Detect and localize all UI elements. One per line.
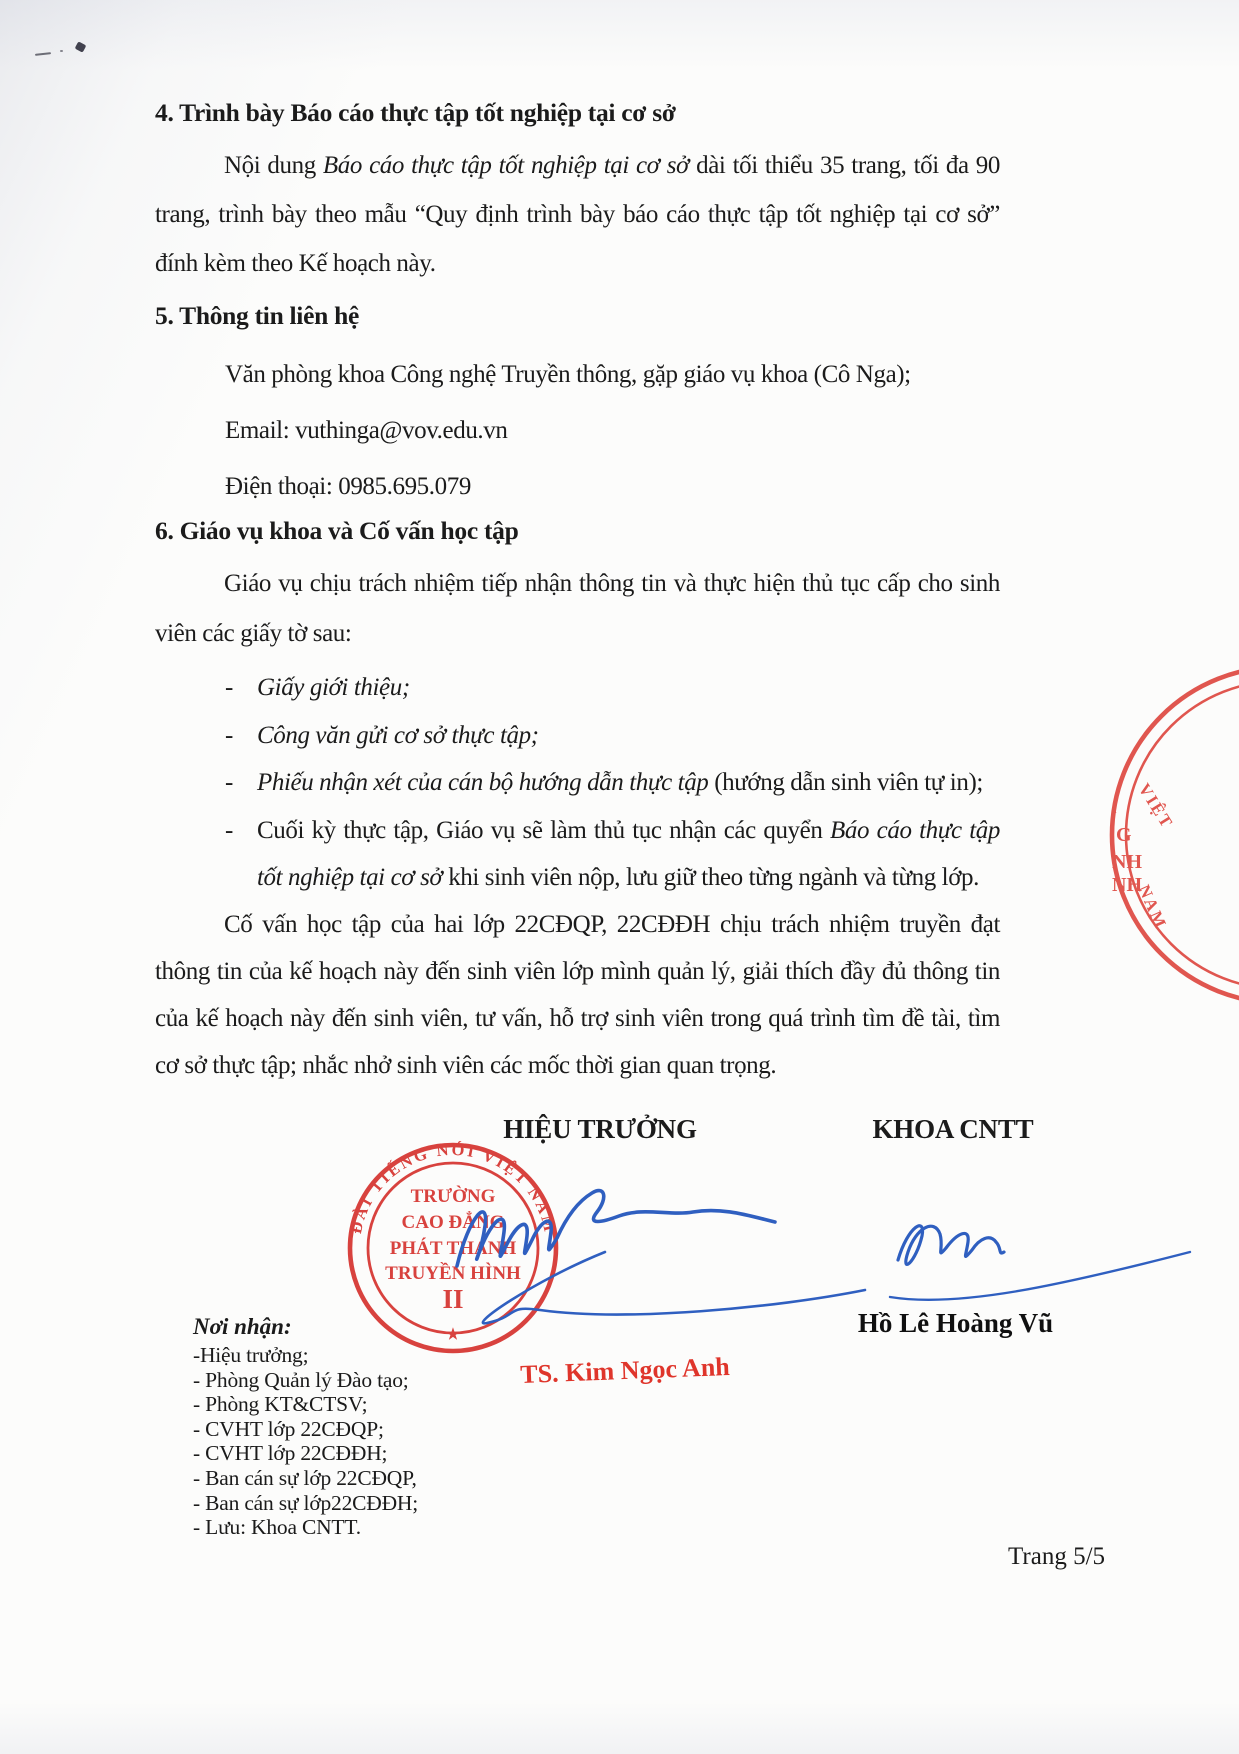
faculty-signature	[878, 1208, 1200, 1303]
edge-stamp-word-top: VIỆT	[1134, 780, 1177, 833]
recipient-item: - Phòng Quản lý Đào tạo;	[193, 1367, 409, 1392]
ink-speck	[35, 52, 51, 56]
page-number: Trang 5/5	[1008, 1543, 1106, 1570]
bullet-list	[155, 664, 1000, 902]
list-item-text: Phiếu nhận xét của cán bộ hướng dẫn thực tập	[257, 769, 709, 796]
stamp-center-line: PHÁT THANH	[389, 1238, 517, 1259]
list-item	[155, 759, 1000, 807]
bullet-dash: -	[225, 721, 233, 749]
recipient-item: - Ban cán sự lớp 22CĐQP,	[193, 1465, 417, 1490]
list-item-text: khi sinh viên nộp, lưu giữ theo từng ngành và từng lớp.	[442, 864, 979, 891]
recipients-block	[193, 1314, 523, 1540]
stamp-center-line: TRƯỜNG	[410, 1186, 496, 1207]
recipients-heading: Nơi nhận:	[193, 1314, 292, 1339]
recipient-item: -Hiệu trưởng;	[193, 1343, 309, 1367]
recipient-item: - Lưu: Khoa CNTT.	[193, 1515, 361, 1540]
signature-title-principal: HIỆU TRƯỞNG	[503, 1114, 697, 1144]
bullet-dash: -	[225, 816, 233, 844]
recipient-item: - Ban cán sự lớp22CĐĐH;	[193, 1490, 419, 1515]
bullet-dash: -	[225, 674, 233, 701]
contact-line-office: Văn phòng khoa Công nghệ Truyền thông, gặp giáo vụ khoa (Cô Nga);	[225, 361, 911, 388]
contact-line-phone: Điện thoại: 0985.695.079	[225, 473, 471, 500]
stamp-center-line: II	[442, 1284, 464, 1314]
list-item	[155, 712, 1000, 760]
contact-line-email: Email: vuthinga@vov.edu.vn	[225, 417, 508, 444]
signer-name-principal: TS. Kim Ngọc Anh	[519, 1351, 731, 1390]
recipient-item: - CVHT lớp 22CĐĐH;	[193, 1441, 388, 1466]
para-text: Nội dung	[224, 152, 323, 179]
stamp-ring-text: ĐÀI TIẾNG NÓI VIỆT NAM	[346, 1139, 561, 1236]
ink-speck	[75, 41, 87, 52]
list-item-text: Báo cáo thực tập tốt nghiệp tại cơ sở	[257, 816, 1000, 891]
section5-heading: 5. Thông tin liên hệ	[155, 301, 359, 330]
stamp-star-icon: ★	[446, 1327, 460, 1343]
edge-stamp-word-bottom: NAM	[1134, 881, 1171, 933]
edge-stamp-fragment: NH	[1112, 851, 1142, 873]
signer-name-faculty: Hồ Lê Hoàng Vũ	[857, 1308, 1054, 1338]
list-item-text: Công văn gửi cơ sở thực tập;	[257, 721, 539, 749]
signature-title-faculty: KHOA CNTT	[872, 1114, 1034, 1144]
bullet-dash: -	[225, 769, 233, 796]
list-item	[155, 807, 1000, 902]
principal-signature	[445, 1180, 875, 1335]
edge-stamp-fragment: i	[1113, 801, 1117, 816]
list-item-text: (hướng dẫn sinh viên tự in);	[708, 769, 983, 796]
contact-block	[225, 347, 1005, 515]
section4-heading: 4. Trình bày Báo cáo thực tập tốt nghiệp tại cơ sở	[155, 98, 676, 127]
para-text: dài tối thiểu 35 trang, tối đa 90 trang, trình bày theo mẫu “Quy định trình bày báo cáo thực tập tốt nghiệp tại cơ sở” đính kèm theo Kế hoạch này.	[155, 152, 1000, 277]
edge-stamp-imprint	[1100, 660, 1239, 1020]
section4-paragraph	[155, 141, 1000, 288]
section6-intro: Giáo vụ chịu trách nhiệm tiếp nhận thông tin và thực hiện thủ tục cấp cho sinh viên các giấy tờ sau:	[155, 570, 1000, 647]
section6-closing-paragraph: Cố vấn học tập của hai lớp 22CĐQP, 22CĐĐH chịu trách nhiệm truyền đạt thông tin của kế hoạch này đến sinh viên lớp mình quản lý, giải thích đầy đủ thông tin của kế hoạch này đến sinh viên, tư vấn, hỗ trợ sinh viên trong quá trình tìm đề tài, tìm cơ sở thực tập; nhắc nhở sinh viên các mốc thời gian quan trọng.	[155, 911, 1000, 1079]
edge-stamp-fragment: NH	[1112, 874, 1142, 896]
recipient-item: - CVHT lớp 22CĐQP;	[193, 1416, 384, 1441]
stamp-center-line: CAO ĐẲNG	[401, 1212, 505, 1233]
section6-heading: 6. Giáo vụ khoa và Cố vấn học tập	[155, 516, 519, 545]
stamp-center-line: TRUYỀN HÌNH	[385, 1263, 521, 1284]
ink-speck	[60, 50, 63, 52]
recipient-item: - Phòng KT&CTSV;	[193, 1392, 368, 1417]
list-item-text: Giấy giới thiệu;	[257, 674, 410, 701]
list-item-text: Cuối kỳ thực tập, Giáo vụ sẽ làm thủ tục nhận các quyển	[257, 816, 831, 844]
edge-stamp-fragment: G	[1116, 824, 1132, 846]
para-italic-text: Báo cáo thực tập tốt nghiệp tại cơ sở	[322, 152, 690, 179]
list-item	[155, 664, 1000, 712]
